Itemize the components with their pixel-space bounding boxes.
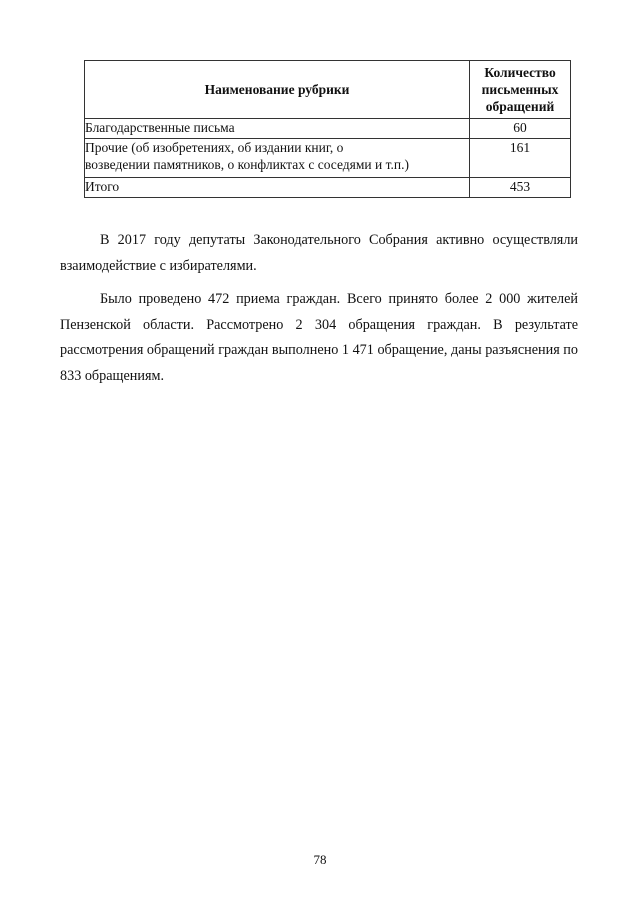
page-number: 78 [313,852,327,867]
rubric-name-cell [85,178,470,198]
rubric-name-cell [85,119,470,139]
header-count-line: обращений [485,99,555,114]
rubric-name-line: Благодарственные письма [85,120,235,135]
paragraph-citizen-receptions: Было проведено 472 приема граждан. Всего принято более 2 000 жителей Пензенской области. Рассмотрено 2 304 обращения граждан. В результате рассмотрения обращений граждан выполнено 1 471 обращение, даны разъяснения по 833 обращениям. [60,291,578,384]
header-count-line: Количество [484,65,556,80]
table-row [85,119,571,139]
rubric-name-line: возведении памятников, о конфликтах с соседями и т.п.) [85,157,409,172]
rubric-name-line: Итого [85,179,120,194]
rubric-name-cell [85,139,470,178]
paragraph-voter-interaction: В 2017 году депутаты Законодательного Собрания активно осуществляли взаимодействие с избирателями. [60,232,578,274]
rubric-count-cell: 161 [470,139,571,178]
header-letters-count [470,61,571,119]
rubric-count-cell: 453 [470,178,571,198]
table-header-row [85,61,571,119]
table-row [85,139,571,178]
header-rubric-name [85,61,470,119]
rubric-name-line: Прочие (об изобретениях, об издании книг, о [85,140,344,155]
header-count-line: письменных [481,82,559,97]
rubrics-table [84,60,571,198]
header-rubric-name-text: Наименование рубрики [204,82,350,97]
table-row-total [85,178,571,198]
rubric-count-cell: 60 [470,119,571,139]
